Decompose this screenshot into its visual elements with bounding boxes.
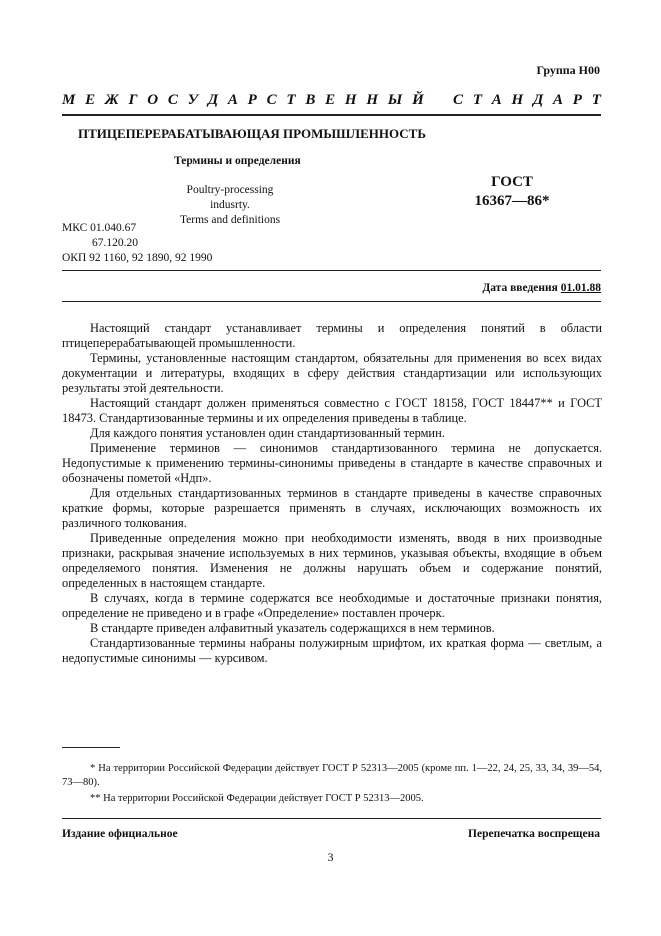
page-number: 3 xyxy=(327,850,334,864)
paragraph: Для каждого понятия установлен один стандартизованный термин. xyxy=(90,426,445,440)
mks-code: МКС 01.040.67 xyxy=(62,222,137,234)
document-subtitle: Термины и определения xyxy=(174,155,301,167)
intro-date-label: Дата введения xyxy=(482,282,558,294)
reprint-prohibited-label: Перепечатка воспрещена xyxy=(468,828,600,840)
footnotes xyxy=(62,762,602,808)
heading-letter: Н xyxy=(511,92,524,108)
heading-letter: У xyxy=(187,92,199,108)
heading-letter: Н xyxy=(344,92,357,108)
separator-rule xyxy=(62,301,601,302)
heading-letter: Н xyxy=(366,92,378,108)
intro-date-value: 01.01.88 xyxy=(560,282,601,294)
gost-number xyxy=(462,173,562,211)
official-edition-label: Издание официальное xyxy=(62,828,178,840)
paragraph: Термины, установленные настоящим стандартом, обязательны для применения во всех видах документации и литературы, входящих в сферу действия стандартизации или использующих результаты этой деятельности. xyxy=(62,351,602,395)
heading-letter: Е xyxy=(85,92,96,108)
heading-letter: А xyxy=(491,92,502,108)
paragraph: Стандартизованные термины набраны полужирным шрифтом, их краткая форма — светлым, а недопустимые синонимы — курсивом. xyxy=(62,636,602,665)
heading-letter: Ж xyxy=(104,92,119,108)
heading-letter: О xyxy=(147,92,159,108)
heading-letter: Т xyxy=(591,92,601,108)
heading-letter: Р xyxy=(247,92,257,108)
heading-rule xyxy=(62,114,601,116)
gost-code: 16367—86* xyxy=(474,193,550,209)
body-text xyxy=(62,321,602,666)
footnote: * На территории Российской Федерации действует ГОСТ Р 52313—2005 (кроме пп. 1—22, 24, 25, 33, 34, 39—54, 73—80). xyxy=(62,763,602,788)
heading-letter: В xyxy=(305,92,316,108)
gost-label: ГОСТ xyxy=(491,174,533,190)
paragraph: В случаях, когда в термине содержатся все необходимые и достаточные признаки понятия, определение не приведено и в графе «Определение» поставлен прочерк. xyxy=(62,591,602,620)
heading-letter: С xyxy=(167,92,178,108)
heading-letter: Ы xyxy=(387,92,403,108)
heading-letter: Г xyxy=(128,92,138,108)
separator-rule xyxy=(62,270,601,271)
footnote: ** На территории Российской Федерации действует ГОСТ Р 52313—2005. xyxy=(90,793,424,804)
paragraph: В стандарте приведен алфавитный указатель содержащихся в нем терминов. xyxy=(90,621,495,635)
footnote-rule xyxy=(62,747,120,748)
paragraph: Настоящий стандарт устанавливает термины и определения понятий в области птицеперерабатывающей промышленности. xyxy=(62,321,602,350)
paragraph: Применение терминов — синонимов стандартизованного термина не допускается. Недопустимые к применению термины-синонимы приведены в стандарте в качестве справочных и обозначены пометой «Ндп». xyxy=(62,441,602,485)
heading-letter: А xyxy=(227,92,238,108)
paragraph: Для отдельных стандартизованных терминов в стандарте приведены в качестве справочных краткие формы, которые разрешается применять в случаях, исключающих возможность их различного толкования. xyxy=(62,486,602,530)
intro-date xyxy=(482,282,601,294)
heading-letter: Й xyxy=(412,92,424,108)
footer-rule xyxy=(62,818,601,819)
heading-letter: Т xyxy=(472,92,482,108)
heading-letter: Е xyxy=(325,92,336,108)
heading-letter: Р xyxy=(572,92,582,108)
heading-letter: С xyxy=(266,92,277,108)
heading-letter: Т xyxy=(286,92,296,108)
paragraph: Приведенные определения можно при необходимости изменять, вводя в них производные признаки, раскрывая значение используемых в них терминов, указывая объекты, входящие в объем определяемого понятия. Изменения не должны нарушать объем и содержание понятий, определенных в настоящем стандарте. xyxy=(62,531,602,590)
heading-letter: М xyxy=(62,92,76,108)
heading-letter: Д xyxy=(532,92,544,108)
english-title-line: Poultry-processing indusrty. xyxy=(186,184,274,211)
group-label: Группа Н00 xyxy=(536,63,600,77)
document-title: ПТИЦЕПЕРЕРАБАТЫВАЮЩАЯ ПРОМЫШЛЕННОСТЬ xyxy=(78,126,426,141)
heading-letter: Д xyxy=(207,92,219,108)
mks-code: 67.120.20 xyxy=(92,237,138,249)
paragraph: Настоящий стандарт должен применяться совместно с ГОСТ 18158, ГОСТ 18447** и ГОСТ 18473. Стандартизованные термины и их определения приведены в таблице. xyxy=(62,396,602,425)
okp-code: ОКП 92 1160, 92 1890, 92 1990 xyxy=(62,252,213,264)
english-title-line: Terms and definitions xyxy=(179,214,281,226)
classification-codes xyxy=(62,221,212,266)
heading-letter: С xyxy=(453,92,464,108)
heading-letter: А xyxy=(552,92,563,108)
interstate-standard-heading xyxy=(62,92,601,112)
